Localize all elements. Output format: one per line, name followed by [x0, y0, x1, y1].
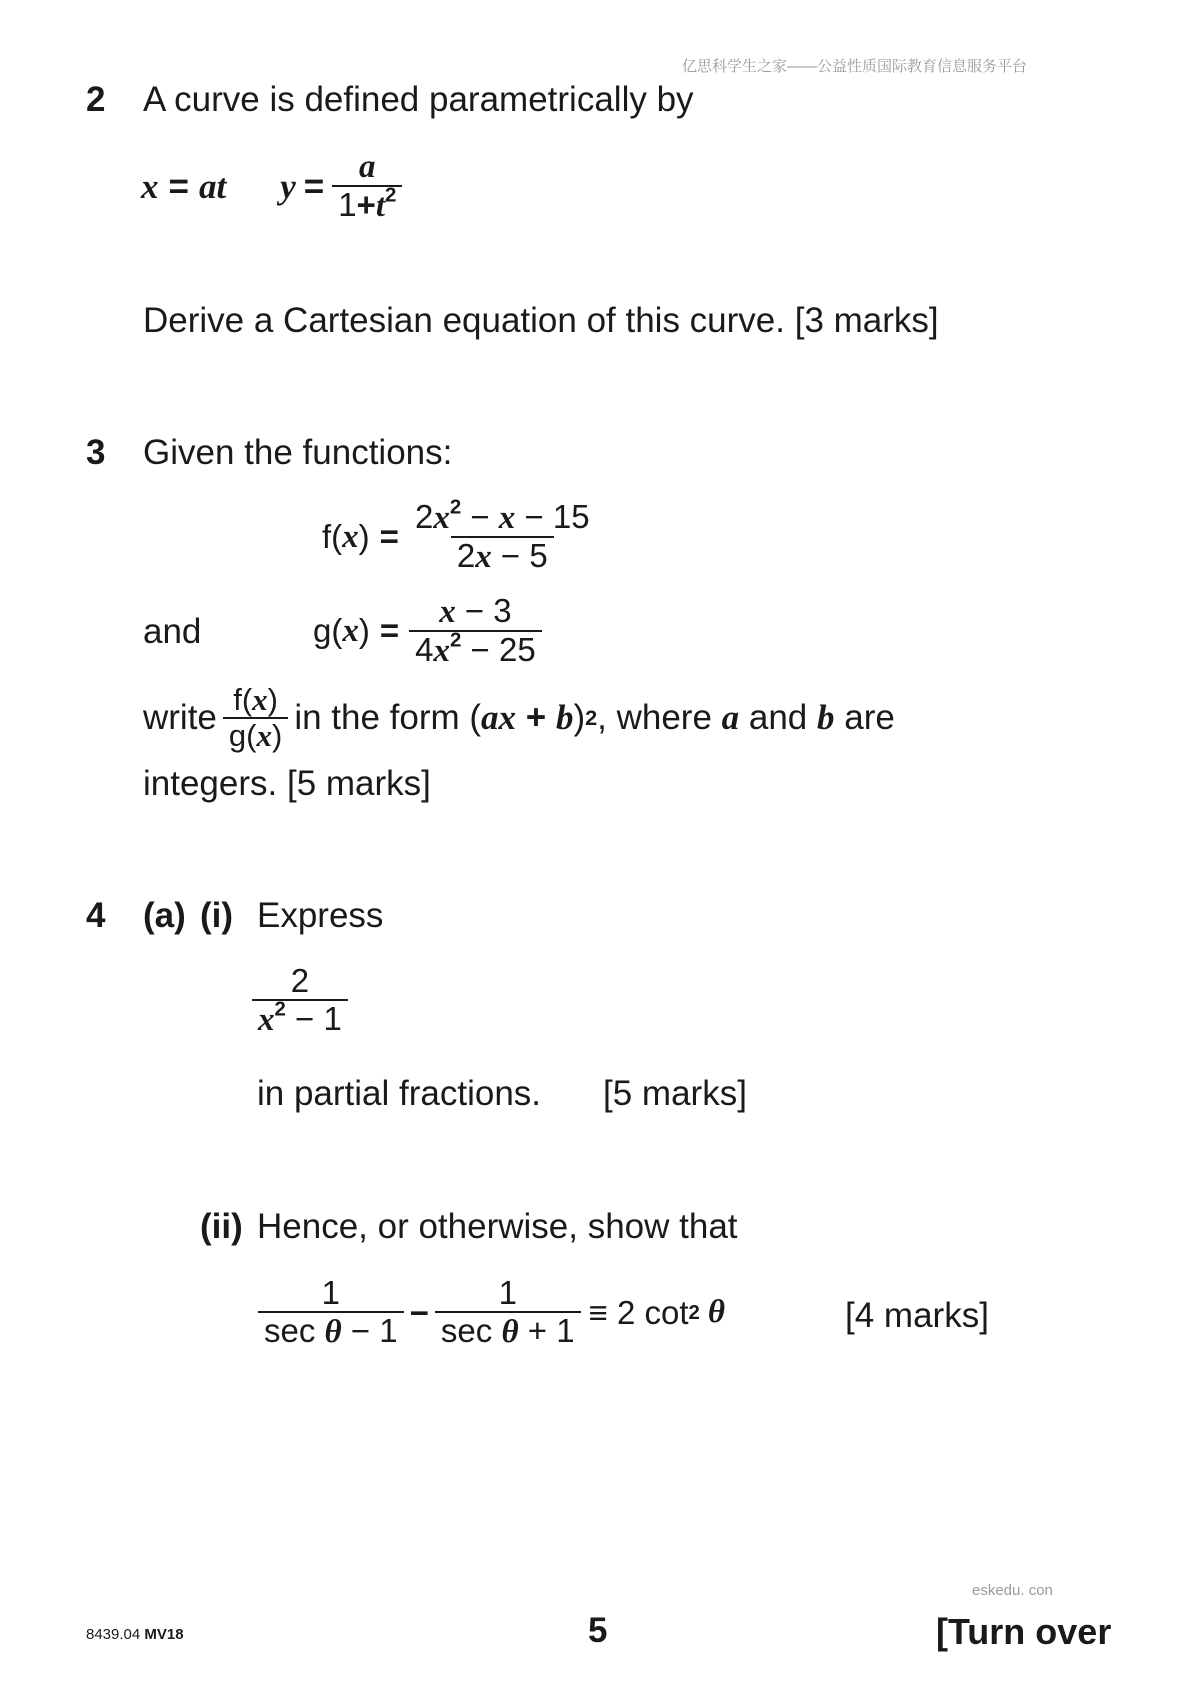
q3-g-den-x: x — [433, 632, 450, 669]
q4-pf-den-x: x — [258, 1001, 275, 1038]
q3-form-where: , where — [597, 698, 722, 738]
q4-right-denominator — [435, 1311, 581, 1350]
q2-y-den-plus: + — [356, 185, 376, 223]
q4-pf-denominator — [252, 999, 348, 1038]
q3-f-num-x: x — [433, 500, 450, 536]
q4-pf-fraction — [252, 964, 348, 1038]
q4-equiv: ≡ 2 cot — [588, 1293, 689, 1331]
q3-g-num-x: x — [439, 594, 456, 630]
q4-partial-text: in partial fractions. — [257, 1074, 542, 1113]
q4-left-den-rest: − 1 — [341, 1311, 398, 1349]
q3-g-denominator — [409, 630, 542, 669]
footer-code-number: 8439.04 — [86, 1626, 141, 1643]
q2-y-den-one: 1 — [338, 185, 357, 223]
q2-y-numerator: a — [359, 149, 376, 185]
q3-g-num-rest: − 3 — [455, 592, 512, 629]
q3-form-b2: b — [817, 698, 835, 738]
q3-form-b: b — [555, 698, 574, 738]
q3-form-are: are — [834, 698, 895, 738]
q3-f-name: f — [322, 518, 332, 556]
q4-pf-numerator: 2 — [290, 962, 310, 999]
q3-f-numerator — [409, 495, 596, 536]
q4-partial-fraction-expression — [252, 964, 348, 1038]
q3-ratio-den-g: g — [228, 717, 247, 753]
q4-marks-ii: [4 marks] — [845, 1296, 989, 1335]
q3-g-definition: g ( x ) = $\frac{x - 3}{4x^2 - 25}$ — [313, 594, 542, 669]
q3-f-den-rest: − 5 — [491, 536, 548, 574]
q3-g-fraction — [409, 594, 542, 669]
q3-f-num-rest1: − — [461, 498, 499, 535]
q4-right-den-theta: θ — [501, 1313, 519, 1350]
q3-form-text: in the form ( — [294, 698, 482, 738]
q4-identity: $\frac{1}{\text{sec θ − 1}}$ − $\frac{1}{\text{sec θ + 1}}$ ≡ 2 cot 2 θ — [258, 1276, 725, 1350]
q3-f-num-rest2: − 15 — [515, 498, 590, 535]
q3-form-and: and — [739, 698, 818, 738]
q3-ratio-num-x: x — [252, 682, 268, 717]
q4-right-den-sec: sec — [440, 1311, 502, 1349]
q2-y-fraction — [332, 150, 402, 224]
q3-ratio-denominator: g(x) — [223, 717, 288, 753]
q3-f-num-x2: x — [498, 500, 516, 536]
q3-f-fraction — [409, 495, 596, 575]
q3-g-den-exp: 2 — [450, 628, 462, 652]
q3-g-den-coef: 4 — [415, 630, 434, 668]
watermark-bottom: eskedu. con — [972, 1582, 1053, 1599]
q3-g-den-rest: − 25 — [461, 630, 536, 668]
question-2-prompt: Derive a Cartesian equation of this curve. [3 marks] — [143, 301, 939, 340]
q4-part-ii-label: (ii) — [200, 1207, 243, 1246]
question-2-text: A curve is defined parametrically by — [143, 80, 694, 119]
q2-y-eq: = — [303, 166, 325, 206]
footer-code-bold: MV18 — [144, 1626, 184, 1643]
q3-g-numerator — [433, 594, 517, 630]
q4-pf-den-exp: 2 — [274, 997, 286, 1021]
footer-page-number: 5 — [588, 1611, 608, 1650]
q4-pf-den-rest: − 1 — [285, 999, 342, 1037]
q2-x-eq: = — [168, 166, 189, 206]
q3-g-name: g — [313, 612, 332, 650]
q4-left-den-theta: θ — [324, 1313, 342, 1350]
q3-and-label: and — [143, 612, 202, 651]
q4-left-numerator: 1 — [321, 1274, 340, 1311]
q4-minus: − — [409, 1293, 429, 1331]
q3-f-arg: x — [342, 518, 359, 555]
q3-f-definition: f ( x ) = $\frac{2x^2 - x - 15}{2x - 5}$ — [322, 500, 596, 575]
q4-hence-text: Hence, or otherwise, show that — [257, 1207, 738, 1246]
question-3-number: 3 — [86, 433, 106, 472]
q3-f-den-x: x — [475, 538, 492, 575]
q4-part-a-label: (a) — [143, 896, 186, 935]
footer-code — [86, 1626, 184, 1643]
q2-y-den-exp: 2 — [385, 183, 397, 207]
q3-f-denominator — [451, 536, 554, 575]
q4-right-numerator: 1 — [498, 1274, 517, 1311]
q3-ratio-fraction — [223, 684, 288, 753]
q2-y-lhs: y — [280, 166, 296, 206]
q3-form-plus: + — [516, 698, 556, 738]
q3-line2: integers. [5 marks] — [143, 764, 431, 803]
q3-form-ax: ax — [481, 698, 517, 738]
q3-form-a: a — [721, 698, 740, 738]
q4-left-fraction — [258, 1276, 404, 1350]
q3-f-num-coef: 2 — [414, 498, 434, 535]
q2-x-rhs: at — [198, 166, 227, 206]
question-2-number: 2 — [86, 80, 106, 119]
question-4-number: 4 — [86, 896, 106, 935]
q2-y-denominator — [332, 185, 402, 224]
q4-right-den-rest: + 1 — [518, 1311, 575, 1349]
q3-write-label: write — [143, 698, 217, 738]
watermark-top: 亿思科学生之家——公益性质国际教育信息服务平台 — [682, 58, 1028, 75]
q3-f-den-coef: 2 — [456, 536, 476, 574]
q4-right-fraction — [435, 1276, 581, 1350]
q3-ratio-num-f: f — [233, 682, 242, 717]
q3-f-num-exp: 2 — [449, 495, 462, 519]
q3-form-close: ) — [573, 698, 586, 738]
q2-y-den-t: t — [375, 187, 385, 224]
q4-part-i-label: (i) — [200, 896, 234, 935]
q3-f-eq: = — [379, 518, 399, 556]
q4-cot-theta: θ — [707, 1294, 726, 1331]
q3-ratio-den-x: x — [256, 717, 272, 753]
footer-turn-over: [Turn over — [936, 1611, 1112, 1652]
q4-express-text: Express — [257, 896, 384, 935]
q2-parametric-equations — [141, 150, 402, 224]
q2-x-lhs: x — [141, 166, 159, 206]
q4-left-denominator — [258, 1311, 404, 1350]
q3-write-line: write $\frac{f(x)}{g(x)}$ in the form ( ax + b ) 2 , where a and b are — [143, 682, 895, 753]
q3-g-arg: x — [342, 612, 359, 649]
q3-g-eq: = — [379, 612, 400, 650]
q4-left-den-sec: sec — [264, 1311, 325, 1349]
q4-marks-i: [5 marks] — [603, 1074, 747, 1113]
q3-ratio-numerator: f(x) — [233, 682, 278, 717]
question-3-text: Given the functions: — [143, 433, 453, 472]
